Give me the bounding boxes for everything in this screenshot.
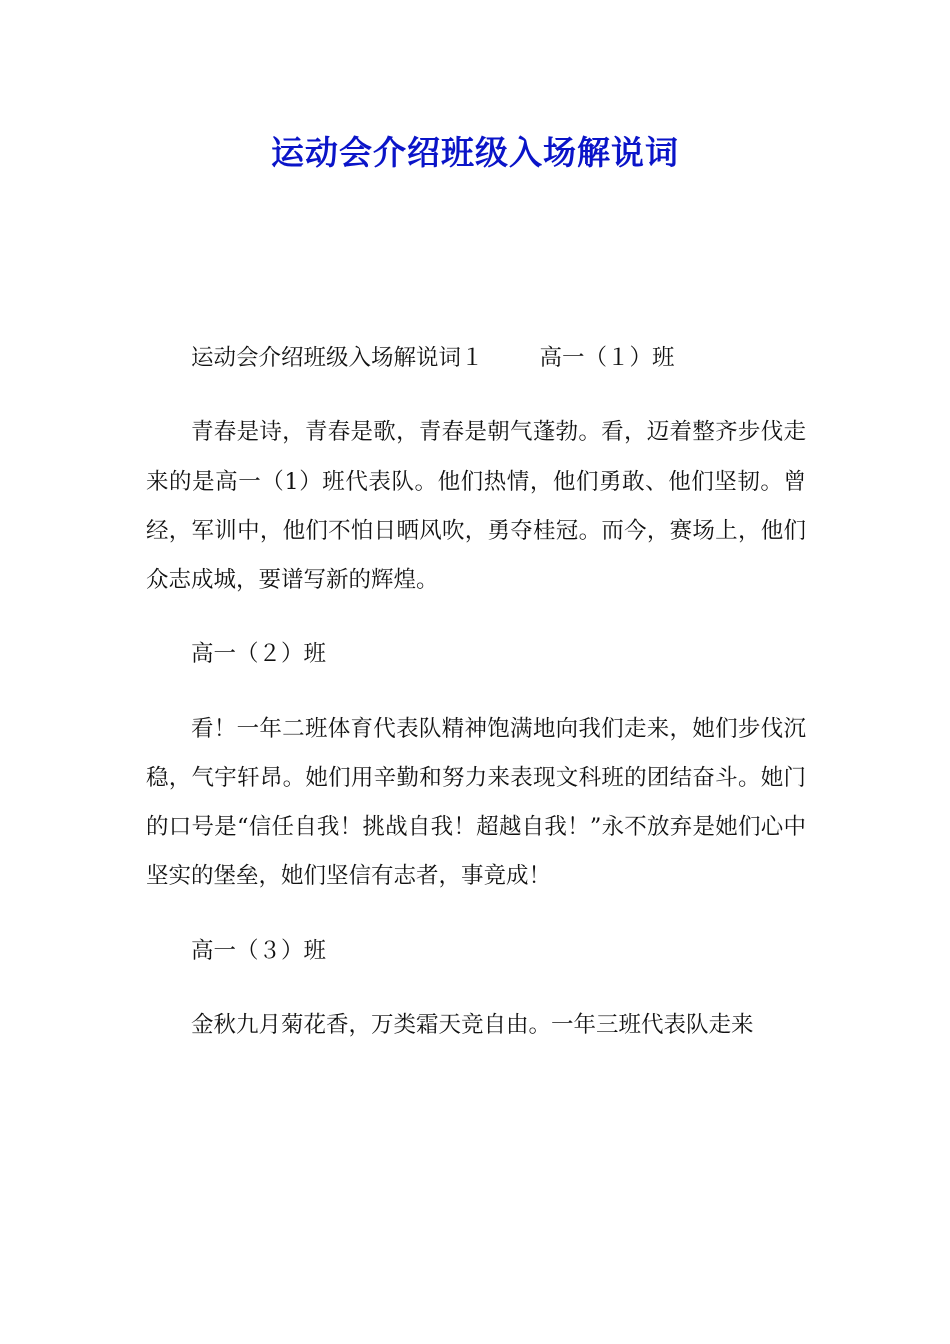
intro-heading: 运动会介绍班级入场解说词１ [191,345,484,371]
section-1-paragraph: 青春是诗，青春是歌，青春是朝气蓬勃。看，迈着整齐步伐走来的是高一（1）班代表队。他们热情，他们勇敢、他们坚韧。曾经，军训中，他们不怕日晒风吹，勇夺桂冠。而今，赛场上，他们众志成城，要谱写新的辉煌。 [146,419,806,593]
intro-heading-line [146,334,806,383]
class-heading-1: 高一（１）班 [539,345,675,371]
section-2-paragraph: 看！一年二班体育代表队精神饱满地向我们走来，她们步伐沉稳，气宇轩昂。她们用辛勤和努力来表现文科班的团结奋斗。她门的口号是“信任自我！挑战自我！超越自我！”永不放弃是她们心中坚实的堡垒，她们坚信有志者，事竟成！ [146,715,806,890]
class-heading-2: 高一（２）班 [191,641,327,668]
document-title: 运动会介绍班级入场解说词 [271,133,679,172]
section-3-paragraph: 金秋九月菊花香，万类霜天竞自由。一年三班代表队走来 [191,1012,754,1039]
class-heading-3: 高一（３）班 [191,937,327,964]
document-body [146,334,806,1076]
